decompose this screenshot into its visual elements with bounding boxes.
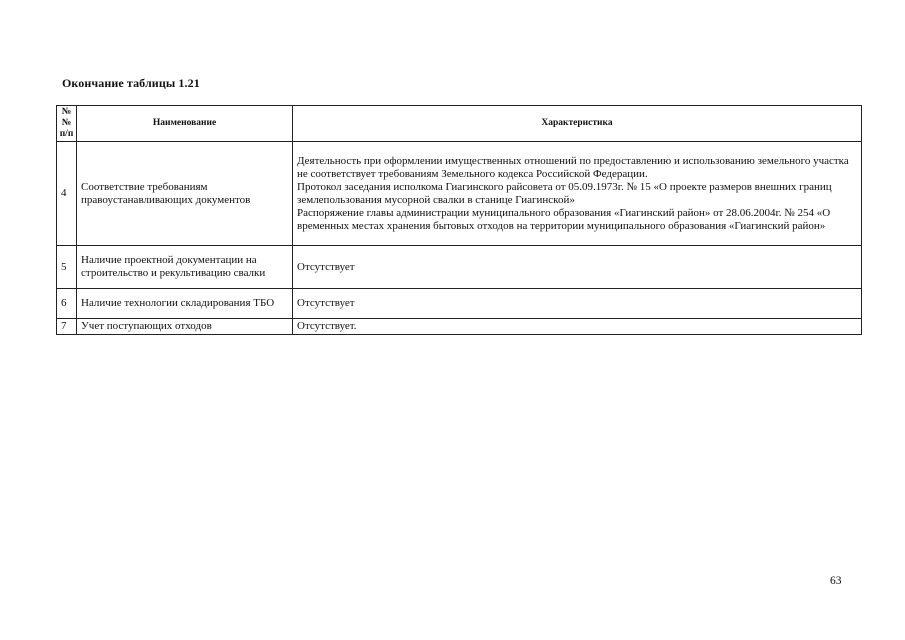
cell-name: Соответствие требованиям правоустанавливающих документов [77,142,293,246]
cell-desc: Отсутствует [293,246,862,289]
cell-desc [293,142,862,246]
cell-name: Учет поступающих отходов [77,319,293,335]
cell-desc: Отсутствует [293,289,862,319]
table-row [57,142,862,246]
cell-num: 6 [57,289,77,319]
header-num: №№ п/п [57,106,77,142]
cell-name: Наличие технологии складирования ТБО [77,289,293,319]
page-number: 63 [830,575,842,587]
table-row [57,289,862,319]
cell-name: Наличие проектной документации на строительство и рекультивацию свалки [77,246,293,289]
table-row [57,246,862,289]
table-caption: Окончание таблицы 1.21 [62,76,200,90]
header-name: Наименование [77,106,293,142]
cell-num: 5 [57,246,77,289]
header-desc: Характеристика [293,106,862,142]
cell-num: 7 [57,319,77,335]
cell-num: 4 [57,142,77,246]
desc-paragraph: Распоряжение главы администрации муниципального образования «Гиагинский район» от 28.06.2004г. № 254 «О временных местах хранения бытовых отходов на территории муниципального образования «Гиагинский район» [297,206,831,232]
desc-paragraph: Протокол заседания исполкома Гиагинского райсовета от 05.09.1973г. № 15 «О проекте размеров внешних границ землепользования мусорной свалки в станице Гиагинской» [297,180,832,206]
desc-paragraph: Деятельность при оформлении имущественных отношений по предоставлению и использованию земельного участка не соответствует требованиям Земельного кодекса Российской Федерации. [297,154,849,180]
characteristics-table [56,105,862,335]
table-header-row [57,106,862,142]
cell-desc: Отсутствует. [293,319,862,335]
table-row [57,319,862,335]
